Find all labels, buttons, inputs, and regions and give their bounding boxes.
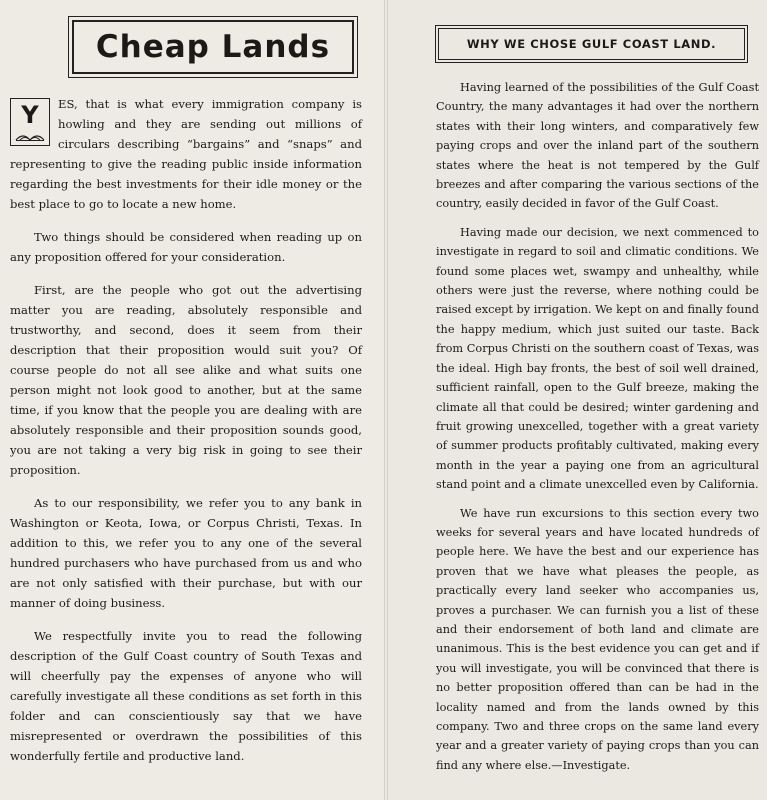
dropcap <box>10 98 50 146</box>
paragraph: As to our responsibility, we refer you to any bank in Washington or Keota, Iowa, or Corpus Christi, Texas. In addition to this, we refer you to any one of the several hundred purchasers who have purchased from us and who are not only satisfied with their purchase, but with our manner of doing business. <box>10 496 362 610</box>
paragraph: We respectfully invite you to read the following description of the Gulf Coast country of South Texas and will cheerfully pay the expenses of anyone who will carefully investigate all these conditions as set forth in this folder and can conscientiously say that we have misrepresented or overdrawn the possibilities of this wonderfully fertile and productive land. <box>10 629 362 763</box>
paragraph: We have run excursions to this section every two weeks for several years and have located hundreds of people here. We have the best and our experience has proven that we have what pleases the people, as practically every land seeker who accompanies us, proves a purchaser. We can furnish you a list of these and their endorsement of both land and climate are unanimous. This is the best evidence you can get and if you will investigate, you will be convinced that there is no better proposition offered than can be had in the locality named and from the lands owned by this company. Two and three crops on the same land every year and a greater variety of paying crops than you can find any where else.—Investigate. <box>436 506 759 772</box>
intro-text: ES, that is what every immigration company is howling and they are sending out millions of circulars describing “bargains” and “snaps” and representing to give the reading public inside information regarding the best investments for their idle money or the best place to go to locate a new home. <box>10 97 362 211</box>
paragraph: Two things should be considered when reading up on any proposition offered for your consideration. <box>10 230 362 264</box>
paragraph: First, are the people who got out the advertising matter you are reading, absolutely responsible and trustworthy, and second, does it seem from their description that their proposition would suit you? Of course people do not all see alike and what suits one person might not look good to another, but at the same time, if you know that the people you are dealing with are absolutely responsible and their proposition sounds good, you are not taking a very big risk in going to see their proposition. <box>10 283 362 477</box>
paragraph: Having learned of the possibilities of the Gulf Coast Country, the many advantages it had over the northern states with their long winters, and comparatively few paying crops and over the inland part of the southern states where the heat is not tempered by the Gulf breezes and after comparing the various sections of the country, easily decided in favor of the Gulf Coast. <box>436 81 759 211</box>
paragraph: Having made our decision, we next commenced to investigate in regard to soil and climatic conditions. We found some places wet, swampy and unhealthy, while others were just the reverse, where nothing could be raised except by irrigation. We kept on and finally found the happy medium, which just suited our taste. Back from Corpus Christi on the southern coast of Texas, was the ideal. High bay fronts, the best of soil well drained, sufficient rainfall, open to the Gulf breeze, making the climate all that could be desired; winter gardening and fruit growing unexcelled, together with a great variety of summer products profitably cultivated, making every month in the year a paying one from an agricultural stand point and a climate unexcelled even by California. <box>436 225 759 492</box>
page-title: Cheap Lands <box>72 20 354 74</box>
section-heading: WHY WE CHOSE GULF COAST LAND. <box>438 28 745 60</box>
right-page <box>388 0 767 800</box>
intro-paragraph <box>10 94 362 214</box>
ornament-icon <box>15 131 45 141</box>
dropcap-letter: Y <box>21 101 39 129</box>
